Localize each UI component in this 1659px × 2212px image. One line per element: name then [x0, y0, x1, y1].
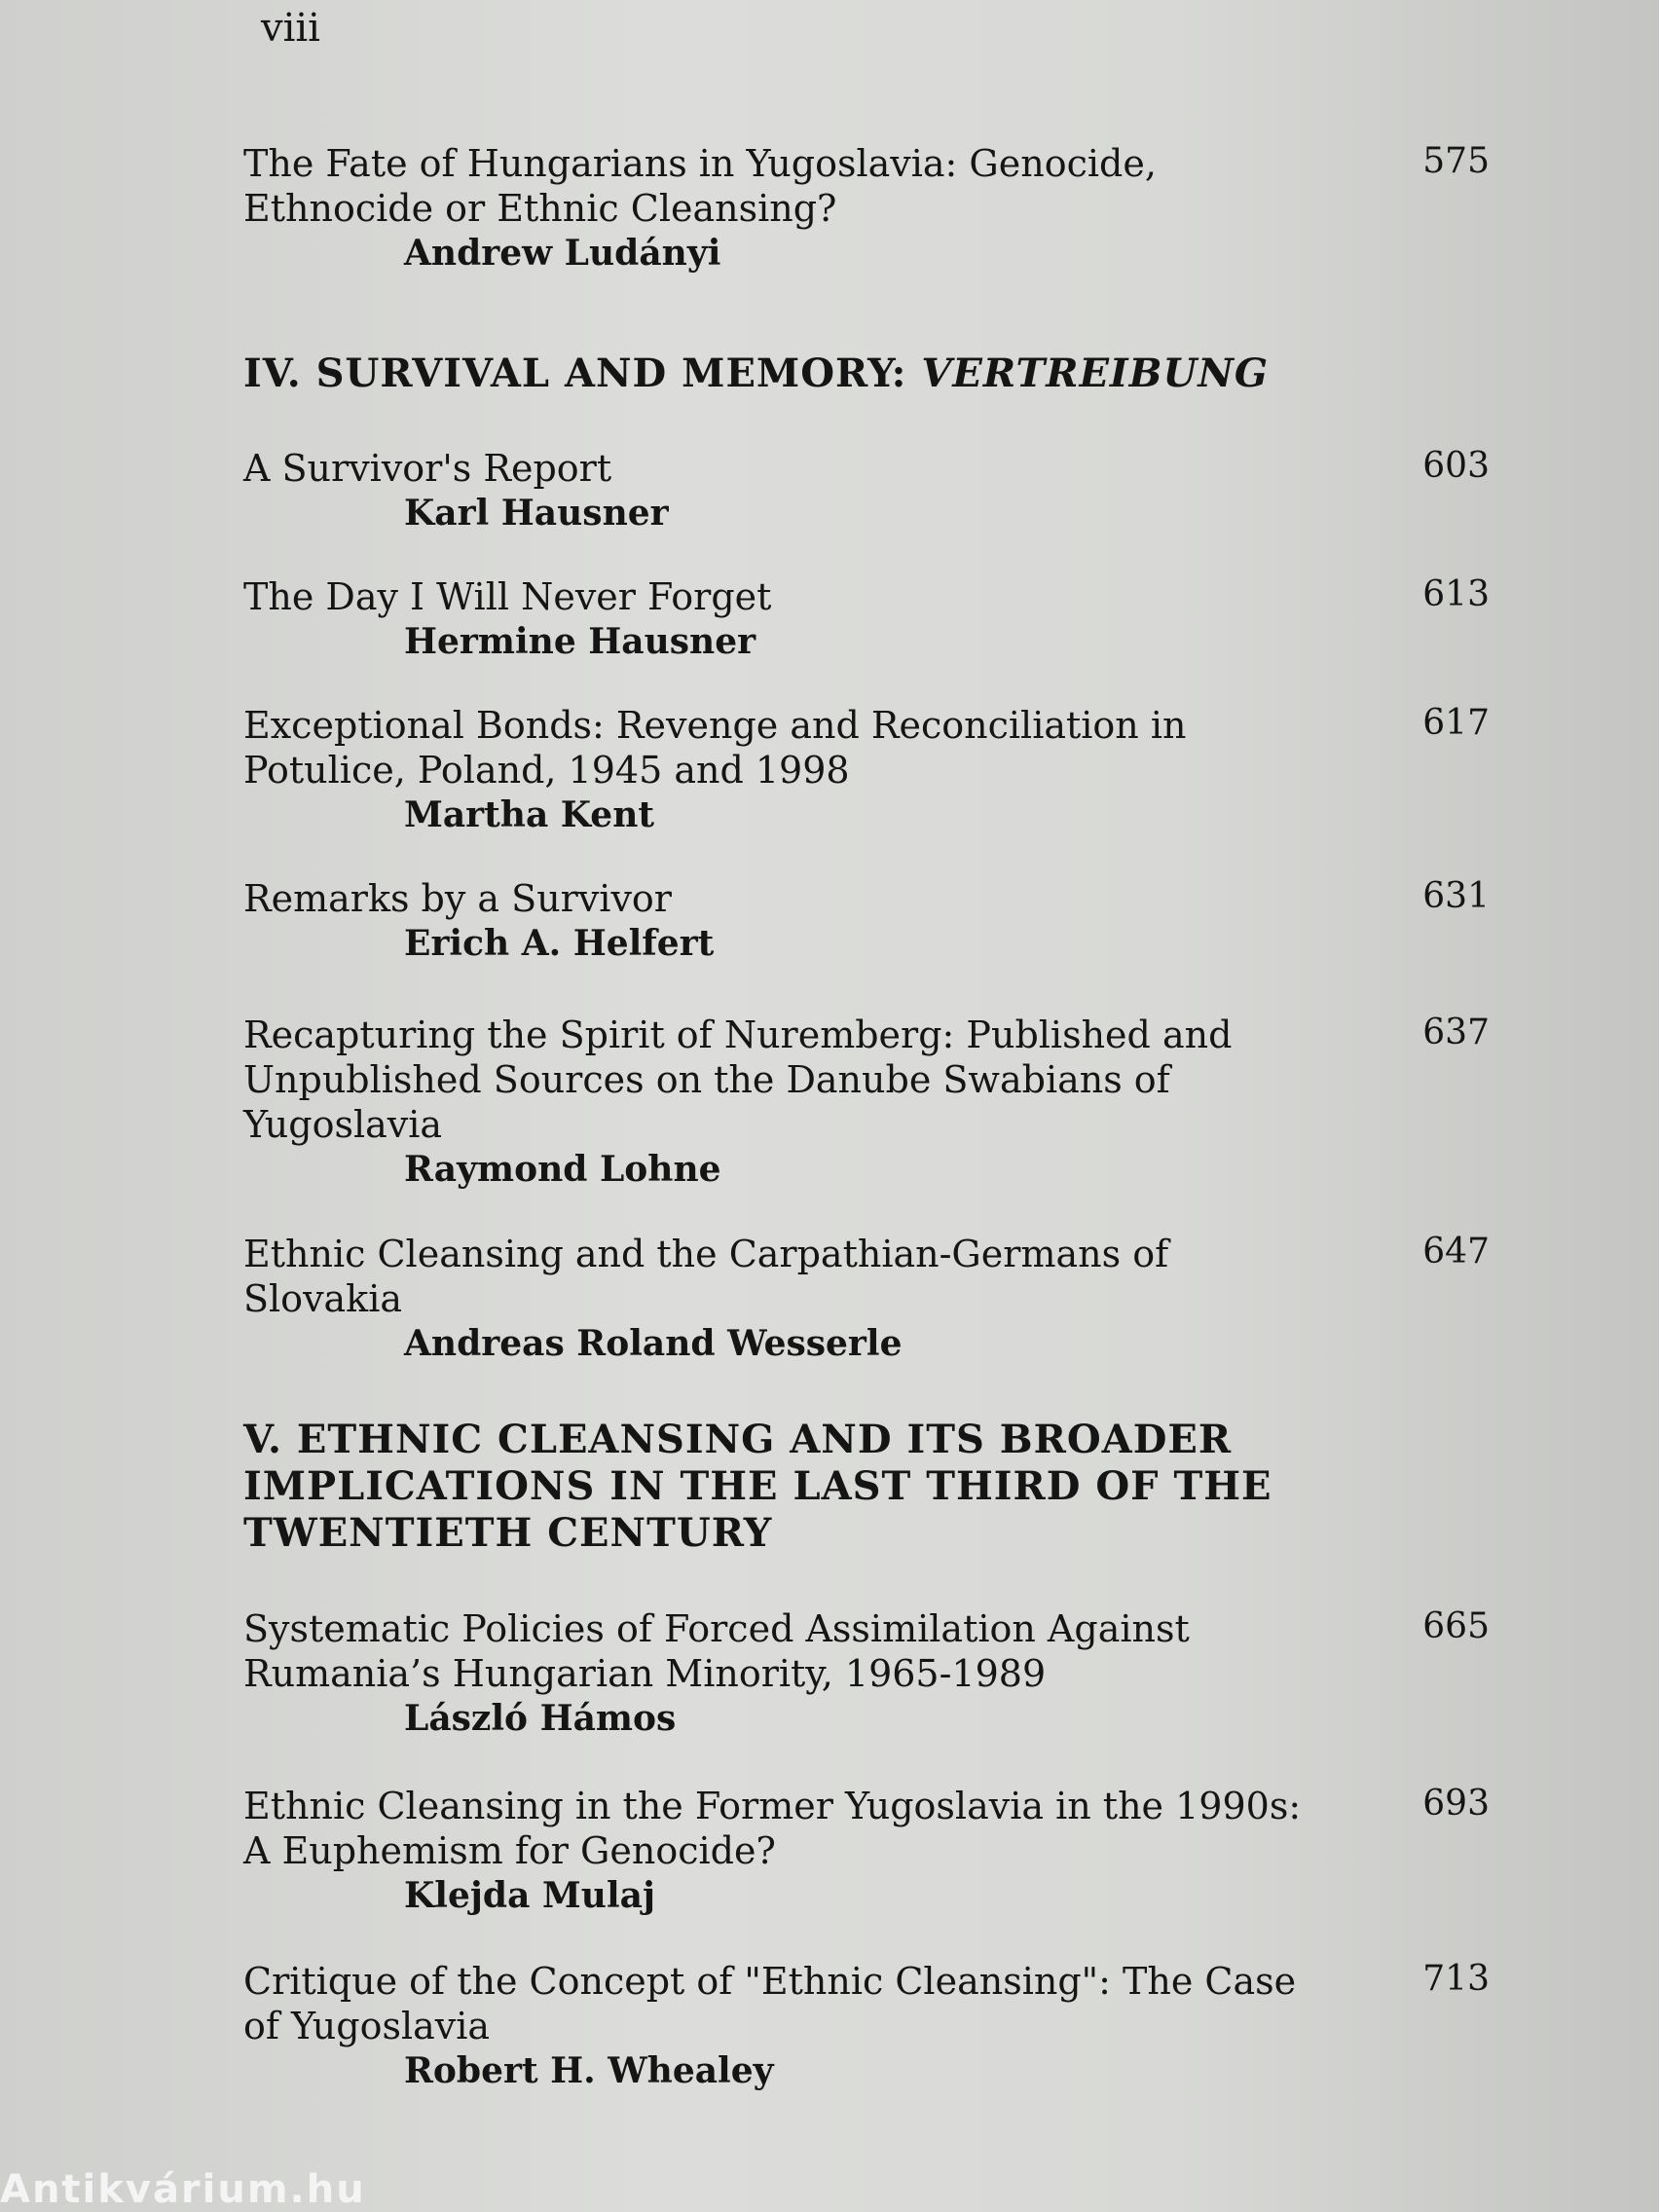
entry-page: 613	[1422, 574, 1490, 614]
entry-page: 617	[1422, 703, 1490, 743]
entry-title: Critique of the Concept of "Ethnic Cleansing": The Case of Yugoslavia	[243, 1960, 1297, 2047]
entry-author: Andreas Roland Wesserle	[404, 1323, 903, 1364]
toc-entry	[243, 876, 1509, 966]
entry-author: Erich A. Helfert	[404, 923, 715, 964]
entry-title: Ethnic Cleansing and the Carpathian-Germans of Slovakia	[243, 1233, 1169, 1320]
entry-page: 647	[1422, 1232, 1490, 1272]
entry-author: Klejda Mulaj	[404, 1875, 655, 1916]
watermark: Antikvárium.hu	[0, 2167, 366, 2212]
toc-entry	[243, 1959, 1509, 2093]
toc-entry	[243, 1013, 1509, 1192]
toc-entry	[243, 1232, 1509, 1366]
entry-title: Systematic Policies of Forced Assimilation Against Rumania’s Hungarian Minority, 1965-1989	[243, 1607, 1190, 1695]
entry-title: A Survivor's Report	[243, 447, 612, 490]
entry-title: Ethnic Cleansing in the Former Yugoslavia in the 1990s: A Euphemism for Genocide?	[243, 1785, 1302, 1872]
toc-entry	[243, 703, 1509, 837]
entry-author: Hermine Hausner	[404, 621, 756, 662]
section-heading-text: IV. SURVIVAL AND MEMORY:	[243, 350, 922, 396]
section-heading-v: V. ETHNIC CLEANSING AND ITS BROADER IMPLICATIONS IN THE LAST THIRD OF THE TWENTIETH CENTURY	[243, 1417, 1272, 1556]
entry-page: 693	[1422, 1784, 1490, 1824]
toc-entry	[243, 446, 1509, 535]
section-heading-emphasis: VERTREIBUNG	[921, 350, 1270, 396]
entry-author: Robert H. Whealey	[404, 2050, 774, 2091]
toc-entry	[243, 1784, 1509, 1918]
entry-page: 665	[1422, 1606, 1490, 1646]
toc-entry	[243, 141, 1509, 276]
entry-page: 713	[1422, 1959, 1490, 1999]
entry-title: The Fate of Hungarians in Yugoslavia: Genocide, Ethnocide or Ethnic Cleansing?	[243, 142, 1157, 230]
entry-author: Karl Hausner	[404, 493, 669, 534]
page-number: viii	[261, 6, 320, 51]
toc-entry	[243, 574, 1509, 664]
entry-author: Martha Kent	[404, 794, 655, 835]
entry-title: Remarks by a Survivor	[243, 877, 672, 920]
entry-page: 575	[1422, 141, 1490, 181]
entry-author: Raymond Lohne	[404, 1149, 721, 1190]
entry-title: Recapturing the Spirit of Nuremberg: Published and Unpublished Sources on the Danube Swabians of Yugoslavia	[243, 1014, 1233, 1146]
entry-page: 631	[1422, 876, 1490, 916]
entry-author: Andrew Ludányi	[404, 233, 721, 274]
entry-page: 603	[1422, 446, 1490, 486]
toc-entry	[243, 1606, 1509, 1741]
entry-title: The Day I Will Never Forget	[243, 575, 772, 618]
entry-page: 637	[1422, 1013, 1490, 1052]
entry-title: Exceptional Bonds: Revenge and Reconciliation in Potulice, Poland, 1945 and 1998	[243, 704, 1187, 792]
section-heading-iv	[243, 350, 1269, 397]
entry-author: László Hámos	[404, 1698, 677, 1739]
